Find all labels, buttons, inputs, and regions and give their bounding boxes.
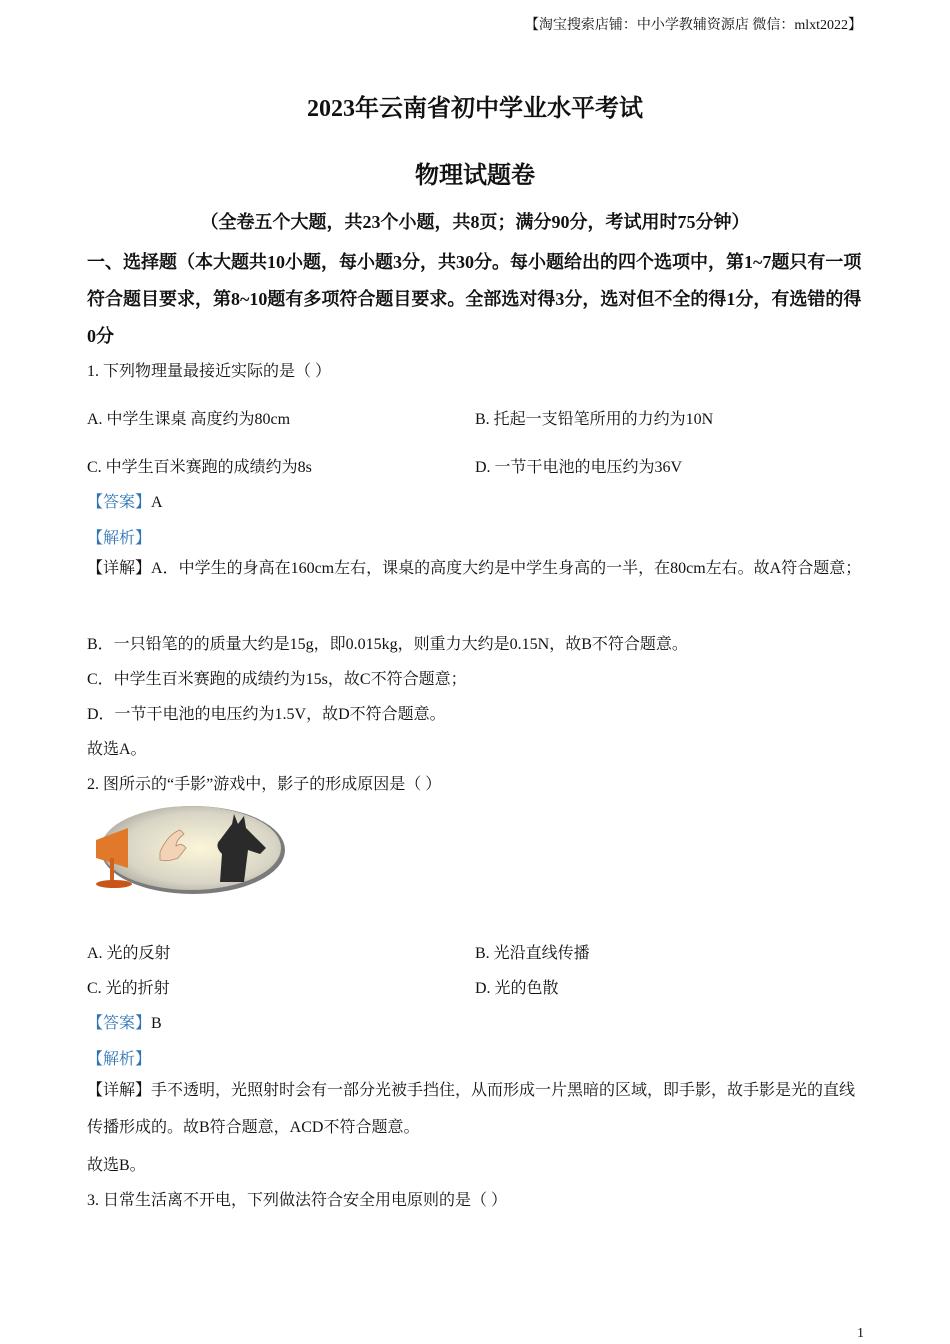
detail-text: 手不透明，光照射时会有一部分光被手挡住，从而形成一片黑暗的区域，即手影，故手影是光的直线传播形成的。故B符合题意，ACD不符合题意。 — [87, 1082, 856, 1136]
q1-option-d: D. 一节干电池的电压约为36V — [475, 459, 683, 476]
detail-tag: 【详解】 — [87, 1082, 152, 1099]
header-note: 【淘宝搜索店铺：中小学教辅资源店 微信：mlxt2022】 — [524, 18, 862, 33]
q2-detail — [87, 1072, 862, 1146]
q2-stem: 2. 图所示的“手影”游戏中，影子的形成原因是（ ） — [87, 776, 442, 793]
q1-option-a: A. 中学生课桌 高度约为80cm — [87, 411, 291, 428]
q1-detail-d: D．一节干电池的电压约为1.5V，故D不符合题意。 — [87, 706, 446, 723]
detail-tag: 【详解】 — [87, 560, 152, 577]
q1-detail-b: B．一只铅笔的的质量大约是15g，即0.015kg，则重力大约是0.15N，故B不符合题意。 — [87, 636, 688, 653]
analysis-tag: 【解析】 — [87, 1051, 152, 1068]
page-number: 1 — [857, 1326, 864, 1341]
q1-detail-c: C．中学生百米赛跑的成绩约为15s，故C不符合题意； — [87, 671, 467, 688]
analysis-tag: 【解析】 — [87, 530, 152, 547]
exam-subtitle: 物理试题卷 — [415, 163, 535, 189]
q1-answer — [87, 489, 163, 512]
q1-option-b: B. 托起一支铅笔所用的力约为10N — [475, 411, 714, 428]
q1-detail — [87, 550, 862, 587]
q2-conclusion: 故选B。 — [87, 1157, 146, 1174]
q2-answer — [87, 1010, 162, 1033]
answer-tag: 【答案】 — [87, 494, 152, 511]
q2-option-a: A. 光的反射 — [87, 945, 171, 962]
exam-note: （全卷五个大题，共23个小题，共8页；满分90分，考试用时75分钟） — [200, 212, 750, 232]
q1-stem: 1. 下列物理量最接近实际的是（ ） — [87, 363, 332, 380]
q1-option-c: C. 中学生百米赛跑的成绩约为8s — [87, 459, 312, 476]
hand-shadow-illustration — [88, 802, 288, 902]
q1-conclusion: 故选A。 — [87, 741, 147, 758]
exam-title: 2023年云南省初中学业水平考试 — [307, 96, 643, 122]
answer-value: B — [151, 1015, 162, 1032]
q2-option-d: D. 光的色散 — [475, 980, 559, 997]
q1-analysis-tag — [87, 525, 151, 548]
answer-tag: 【答案】 — [87, 1015, 152, 1032]
q2-analysis-tag — [87, 1046, 151, 1069]
q3-stem: 3. 日常生活离不开电，下列做法符合安全用电原则的是（ ） — [87, 1192, 508, 1209]
answer-value: A — [151, 494, 163, 511]
q2-option-b: B. 光沿直线传播 — [475, 945, 590, 962]
section-heading: 一、选择题（本大题共10小题，每小题3分，共30分。每小题给出的四个选项中，第1~7题只有一项符合题目要求，第8~10题有多项符合题目要求。全部选对得3分，选对但不全的得1分，有选错的得0分 — [87, 252, 862, 346]
q2-option-c: C. 光的折射 — [87, 980, 170, 997]
detail-text: A．中学生的身高在160cm左右，课桌的高度大约是中学生身高的一半，在80cm左右。故A符合题意； — [151, 560, 862, 577]
